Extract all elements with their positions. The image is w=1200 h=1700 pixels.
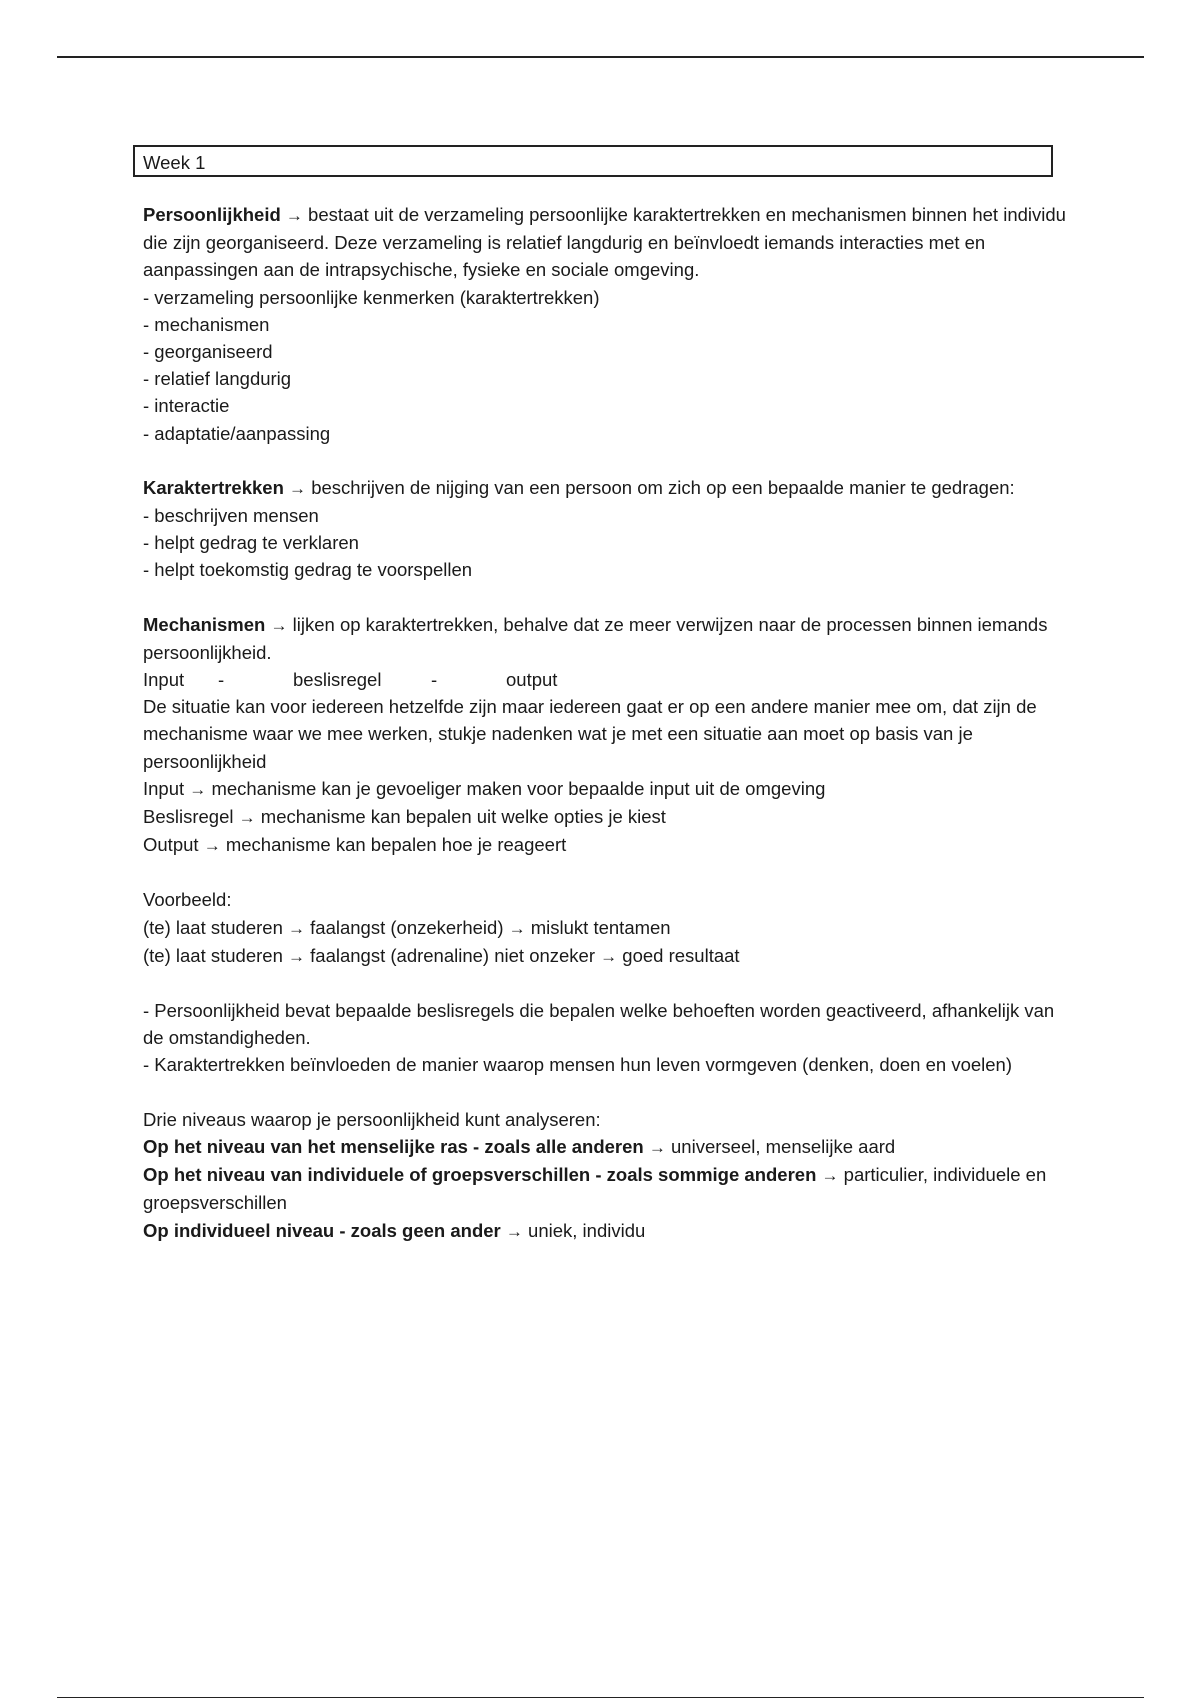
arrow-icon: → xyxy=(288,946,305,966)
arrow-icon: → xyxy=(285,206,303,225)
arrow-icon: → xyxy=(288,918,305,938)
list-item: - georganiseerd xyxy=(143,341,273,363)
step-text: mechanisme kan bepalen hoe je reageert xyxy=(225,834,567,856)
arrow-icon: → xyxy=(508,918,526,938)
niveau-text: uniek, individu xyxy=(528,1219,646,1241)
niveau-text: particulier, individuele en groepsverschillen xyxy=(143,1164,1047,1214)
niveau-text: universeel, menselijke aard xyxy=(671,1135,896,1157)
list-item: - helpt gedrag te verklaren xyxy=(143,532,359,554)
step-label: Beslisregel xyxy=(143,806,234,828)
arrow-icon: → xyxy=(600,946,618,966)
list-item: - relatief langdurig xyxy=(143,368,292,390)
list-item: - helpt toekomstig gedrag te voorspellen xyxy=(143,559,473,581)
voorbeeld-part: goed resultaat xyxy=(622,944,740,966)
niveau-title: Op het niveau van het menselijke ras - zoals alle anderen xyxy=(143,1135,644,1157)
niveau-item xyxy=(143,1133,1068,1161)
mechanismen-step xyxy=(143,831,1068,859)
arrow-icon: → xyxy=(270,615,288,635)
mechanismen-definition xyxy=(143,611,1068,666)
mechanismen-flow xyxy=(143,666,1068,693)
step-label: Input xyxy=(143,777,185,799)
step-text: mechanisme kan je gevoeliger maken voor bepaalde input uit de omgeving xyxy=(211,777,826,799)
note-item: - Persoonlijkheid bevat bepaalde beslisregels die bepalen welke behoeften worden geactiveerd, afhankelijk van de omstandigheden. xyxy=(143,1000,1055,1049)
niveau-item xyxy=(143,1161,1068,1216)
mechanismen-explanation: De situatie kan voor iedereen hetzelfde zijn maar iedereen gaat er op een andere manier mee om, dat zijn de mechanisme waar we mee werken, stukje nadenken wat je met een situatie aan moet op basis van je persoonlijkheid xyxy=(143,696,1037,772)
list-item: - interactie xyxy=(143,395,230,417)
note-item: - Karaktertrekken beïnvloeden de manier waarop mensen hun leven vormgeven (denken, doen en voelen) xyxy=(143,1054,1013,1076)
flow-input: Input xyxy=(143,669,185,691)
voorbeeld-heading: Voorbeeld: xyxy=(143,889,232,911)
arrow-icon: → xyxy=(648,1137,666,1157)
flow-rule: beslisregel xyxy=(293,669,382,691)
flow-output: output xyxy=(506,669,558,691)
footer-rule xyxy=(57,1697,1144,1698)
step-text: mechanisme kan bepalen uit welke opties je kiest xyxy=(260,806,666,828)
voorbeeld-part: (te) laat studeren xyxy=(143,916,283,938)
mechanismen-text: lijken op karaktertrekken, behalve dat ze meer verwijzen naar de processen binnen iemands persoonlijkheid. xyxy=(143,613,1048,663)
flow-separator: - xyxy=(431,669,438,691)
mechanismen-step xyxy=(143,775,1068,803)
list-item: - verzameling persoonlijke kenmerken (karaktertrekken) xyxy=(143,286,600,308)
list-item: - adaptatie/aanpassing xyxy=(143,422,331,444)
arrow-icon: → xyxy=(821,1166,839,1186)
week-title-box xyxy=(133,145,1053,177)
arrow-icon: → xyxy=(189,779,207,799)
week-title: Week 1 xyxy=(143,152,206,173)
voorbeeld-part: mislukt tentamen xyxy=(530,916,671,938)
mechanismen-step xyxy=(143,803,1068,831)
voorbeeld-part: (te) laat studeren xyxy=(143,944,283,966)
niveau-item xyxy=(143,1217,1068,1245)
voorbeeld-part: faalangst (onzekerheid) xyxy=(310,916,504,938)
niveaus-intro: Drie niveaus waarop je persoonlijkheid kunt analyseren: xyxy=(143,1108,601,1130)
niveau-title: Op het niveau van individuele of groepsverschillen - zoals sommige anderen xyxy=(143,1164,817,1186)
arrow-icon: → xyxy=(289,478,307,498)
flow-separator: - xyxy=(218,669,225,691)
persoonlijkheid-text: bestaat uit de verzameling persoonlijke karaktertrekken en mechanismen binnen het individu die zijn georganiseerd. Deze verzameling is relatief langdurig en beïnvloedt iemands interacties met en aanpassingen aan de intrapsychische, fysieke en sociale omgeving. xyxy=(143,204,1066,281)
voorbeeld-line xyxy=(143,914,1068,942)
karaktertrekken-text: beschrijven de nijging van een persoon om zich op een bepaalde manier te gedragen: xyxy=(311,476,1015,498)
list-item: - mechanismen xyxy=(143,313,270,335)
mechanismen-term: Mechanismen xyxy=(143,613,266,635)
arrow-icon: → xyxy=(203,836,221,856)
step-label: Output xyxy=(143,834,199,856)
document-body xyxy=(143,145,1068,1245)
arrow-icon: → xyxy=(238,808,256,828)
niveau-title: Op individueel niveau - zoals geen ander xyxy=(143,1219,501,1241)
persoonlijkheid-term: Persoonlijkheid xyxy=(143,204,281,225)
list-item: - beschrijven mensen xyxy=(143,505,319,527)
arrow-icon: → xyxy=(505,1221,523,1241)
karaktertrekken-term: Karaktertrekken xyxy=(143,476,284,498)
persoonlijkheid-definition xyxy=(143,201,1068,284)
voorbeeld-part: faalangst (adrenaline) niet onzeker xyxy=(310,944,596,966)
header-rule xyxy=(57,56,1144,58)
voorbeeld-line xyxy=(143,942,1068,970)
karaktertrekken-definition xyxy=(143,474,1068,502)
